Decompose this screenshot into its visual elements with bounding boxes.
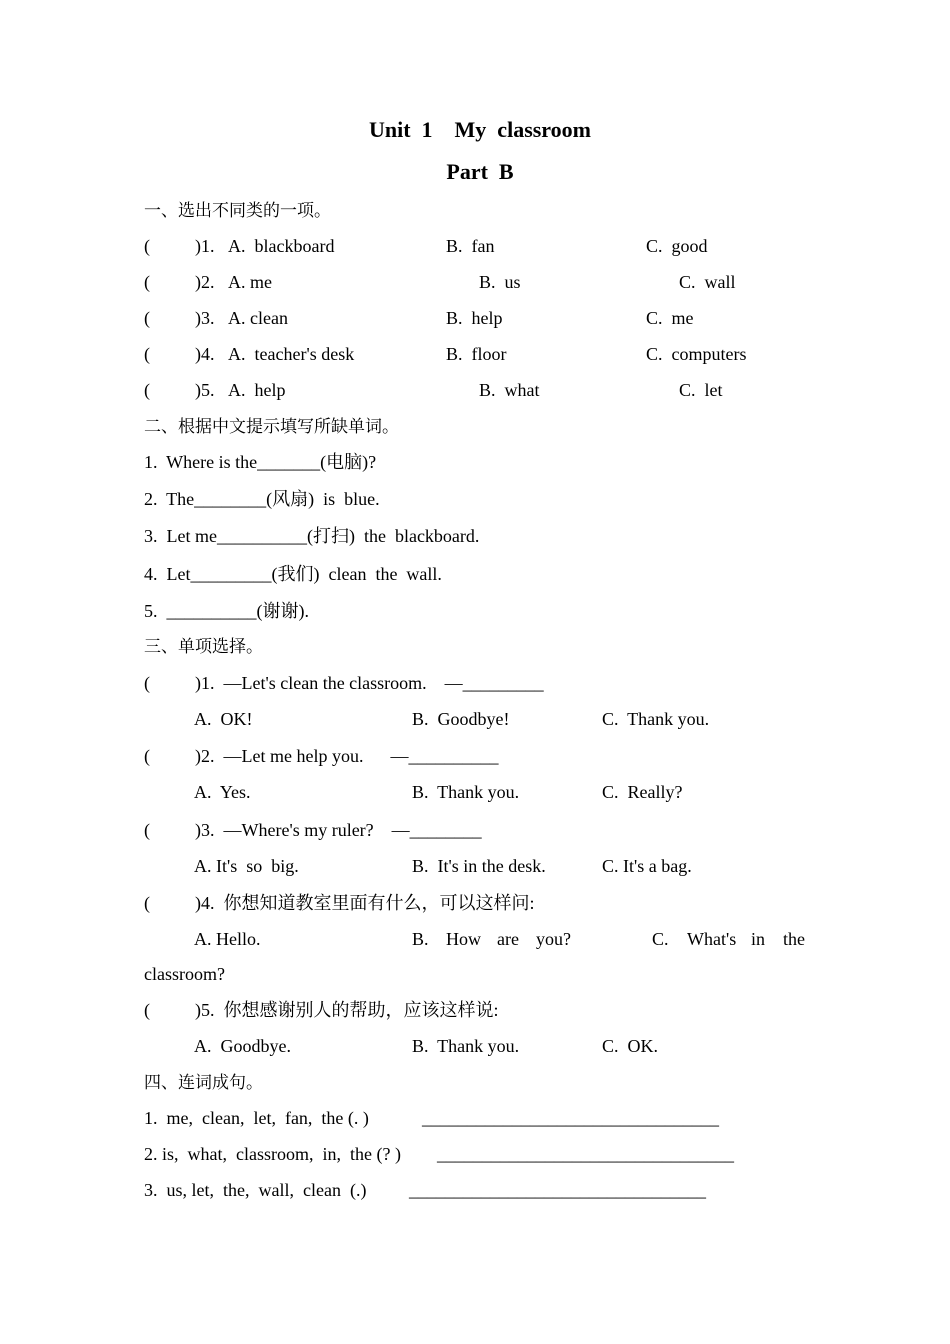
s1-q5-option-c: C. let (679, 380, 723, 400)
s2-item-5: 5. __________(谢谢). (144, 601, 309, 621)
s3-q4-option-c-word3: the (783, 929, 805, 949)
s3-q4-option-c-continued: classroom? (144, 964, 225, 984)
page-subtitle: Part B (446, 159, 514, 184)
s4-item-3-words: 3. us, let, the, wall, clean (.) (144, 1180, 367, 1200)
s4-item-3-answer-line: _________________________________ (409, 1180, 706, 1200)
s1-q4-number: ( )4. (144, 344, 215, 364)
s4-item-1-answer-line: _________________________________ (422, 1108, 719, 1128)
s3-q3-option-a: A. It's so big. (194, 856, 299, 876)
s3-q4-option-b-word1: How (446, 929, 481, 949)
s1-q2-option-b: B. us (479, 272, 521, 292)
s1-q4-option-c: C. computers (646, 344, 747, 364)
s3-q4-option-a: A. Hello. (194, 929, 261, 949)
s4-item-2-words: 2. is, what, classroom, in, the (? ) (144, 1144, 401, 1164)
s3-q4-option-b-letter: B. (412, 929, 429, 949)
s3-q1-option-b: B. Goodbye! (412, 709, 510, 729)
s1-q3-option-a: A. clean (228, 308, 288, 328)
section4-heading: 四、连词成句。 (144, 1073, 263, 1093)
section1-heading: 一、选出不同类的一项。 (144, 201, 331, 221)
s3-q5-option-b: B. Thank you. (412, 1036, 520, 1056)
s3-q4-option-b-word2: are (497, 929, 519, 949)
s1-q5-option-a: A. help (228, 380, 286, 400)
s3-q1-option-c: C. Thank you. (602, 709, 710, 729)
s3-q2-option-c: C. Really? (602, 782, 683, 802)
s1-q5-number: ( )5. (144, 380, 215, 400)
s2-item-1: 1. Where is the_______(电脑)? (144, 452, 377, 472)
s2-item-3: 3. Let me__________(打扫) the blackboard. (144, 526, 480, 546)
s1-q2-option-a: A. me (228, 272, 272, 292)
s2-item-4: 4. Let_________(我们) clean the wall. (144, 564, 442, 584)
s3-q5-option-a: A. Goodbye. (194, 1036, 291, 1056)
s3-q2-option-a: A. Yes. (194, 782, 251, 802)
s1-q5-option-b: B. what (479, 380, 540, 400)
s3-q3-stem: ( )3. —Where's my ruler? —________ (144, 820, 482, 840)
s3-q2-option-b: B. Thank you. (412, 782, 520, 802)
s1-q4-option-a: A. teacher's desk (228, 344, 355, 364)
s3-q4-option-c-letter: C. (652, 929, 669, 949)
s1-q2-number: ( )2. (144, 272, 215, 292)
s3-q2-stem: ( )2. —Let me help you. —__________ (144, 746, 499, 766)
s3-q1-stem: ( )1. —Let's clean the classroom. —_________ (144, 673, 544, 693)
s1-q3-option-b: B. help (446, 308, 503, 328)
s3-q4-option-b-word3: you? (536, 929, 571, 949)
s3-q4-option-c-word1: What's (687, 929, 737, 949)
page-title: Unit 1 My classroom (368, 117, 592, 142)
s1-q3-number: ( )3. (144, 308, 215, 328)
s1-q4-option-b: B. floor (446, 344, 507, 364)
s1-q2-option-c: C. wall (679, 272, 736, 292)
s3-q3-option-c: C. It's a bag. (602, 856, 692, 876)
section2-heading: 二、根据中文提示填写所缺单词。 (144, 417, 399, 437)
s3-q5-option-c: C. OK. (602, 1036, 659, 1056)
s3-q5-stem: ( )5. 你想感谢别人的帮助，应该这样说: (144, 1000, 499, 1020)
s1-q1-number: ( )1. (144, 236, 215, 256)
s4-item-2-answer-line: _________________________________ (437, 1144, 734, 1164)
s2-item-2: 2. The________(风扇) is blue. (144, 489, 380, 509)
s3-q4-option-c-word2: in (751, 929, 766, 949)
s1-q3-option-c: C. me (646, 308, 694, 328)
s3-q1-option-a: A. OK! (194, 709, 253, 729)
s1-q1-option-c: C. good (646, 236, 708, 256)
section3-heading: 三、单项选择。 (144, 637, 263, 657)
s4-item-1-words: 1. me, clean, let, fan, the (. ) (144, 1108, 369, 1128)
s1-q1-option-b: B. fan (446, 236, 495, 256)
s3-q3-option-b: B. It's in the desk. (412, 856, 546, 876)
s1-q1-option-a: A. blackboard (228, 236, 335, 256)
s3-q4-stem: ( )4. 你想知道教室里面有什么，可以这样问: (144, 893, 535, 913)
